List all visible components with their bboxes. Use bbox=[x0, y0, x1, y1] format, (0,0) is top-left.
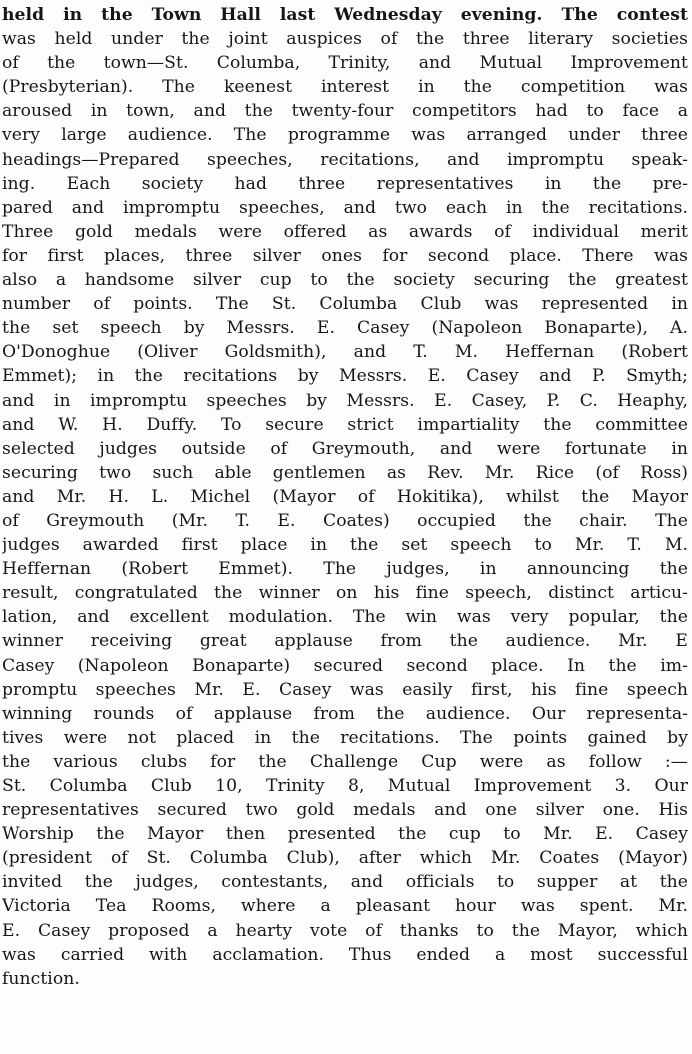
article-line: was held under the joint auspices of the three literary societies bbox=[2, 29, 688, 50]
article-line: tives were not placed in the recitations. The points gained by bbox=[2, 727, 688, 748]
article-line: Worship the Mayor then presented the cup to Mr. E. Casey bbox=[2, 824, 688, 845]
article-line: (president of St. Columba Club), after which Mr. Coates (Mayor) bbox=[2, 848, 688, 869]
article-line: O'Donoghue (Oliver Goldsmith), and T. M. Heffernan (Robert bbox=[2, 342, 688, 363]
article-line: E. Casey proposed a hearty vote of thanks to the Mayor, which bbox=[2, 920, 688, 941]
article-line: and Mr. H. L. Michel (Mayor of Hokitika), whilst the Mayor bbox=[2, 486, 688, 507]
article-line: Victoria Tea Rooms, where a pleasant hour was spent. Mr. bbox=[2, 896, 688, 917]
article-line: ing. Each society had three representatives in the pre- bbox=[2, 173, 688, 194]
article-line: pared and impromptu speeches, and two each in the recitations. bbox=[2, 197, 688, 218]
article-line: for first places, three silver ones for second place. There was bbox=[2, 245, 688, 266]
article-line: was carried with acclamation. Thus ended a most successful bbox=[2, 944, 688, 965]
article-line: invited the judges, contestants, and officials to supper at the bbox=[2, 872, 688, 893]
article-line: Heffernan (Robert Emmet). The judges, in announcing the bbox=[2, 559, 688, 580]
article-line: aroused in town, and the twenty-four competitors had to face a bbox=[2, 101, 688, 122]
article-line: very large audience. The programme was arranged under three bbox=[2, 125, 688, 146]
article-column bbox=[2, 3, 688, 991]
article-line: securing two such able gentlemen as Rev. Mr. Rice (of Ross) bbox=[2, 462, 688, 483]
article-line: and in impromptu speeches by Messrs. E. Casey, P. C. Heaphy, bbox=[2, 390, 688, 411]
article-line: function. bbox=[2, 968, 80, 989]
article-line: representatives secured two gold medals and one silver one. His bbox=[2, 800, 688, 821]
article-line: the set speech by Messrs. E. Casey (Napoleon Bonaparte), A. bbox=[2, 318, 688, 339]
article-line: number of points. The St. Columba Club was represented in bbox=[2, 294, 688, 315]
article-line: headings—Prepared speeches, recitations, and impromptu speak- bbox=[2, 149, 688, 170]
article-line: St. Columba Club 10, Trinity 8, Mutual Improvement 3. Our bbox=[2, 776, 688, 796]
article-line: of the town—St. Columba, Trinity, and Mutual Improvement bbox=[2, 53, 688, 74]
article-line: (Presbyterian). The keenest interest in the competition was bbox=[2, 77, 688, 98]
article-line: Three gold medals were offered as awards of individual merit bbox=[2, 221, 688, 242]
article-line: judges awarded first place in the set speech to Mr. T. M. bbox=[2, 535, 688, 556]
article-line: Casey (Napoleon Bonaparte) secured second place. In the im- bbox=[2, 655, 688, 676]
article-line: of Greymouth (Mr. T. E. Coates) occupied the chair. The bbox=[2, 510, 688, 531]
article-line: lation, and excellent modulation. The win was very popular, the bbox=[2, 607, 688, 628]
article-line: winning rounds of applause from the audience. Our representa- bbox=[2, 703, 688, 724]
article-line: the various clubs for the Challenge Cup were as follow :— bbox=[2, 751, 688, 772]
article-line: also a handsome silver cup to the society securing the greatest bbox=[2, 270, 688, 291]
article-line: and W. H. Duffy. To secure strict impartiality the committee bbox=[2, 414, 688, 435]
article-line: selected judges outside of Greymouth, and were fortunate in bbox=[2, 438, 688, 459]
article-line: Emmet); in the recitations by Messrs. E. Casey and P. Smyth; bbox=[2, 366, 688, 387]
article-line: promptu speeches Mr. E. Casey was easily first, his fine speech bbox=[2, 679, 688, 700]
article-line: result, congratulated the winner on his fine speech, distinct articu- bbox=[2, 583, 688, 604]
article-line: held in the Town Hall last Wednesday evening. The contest bbox=[2, 5, 688, 25]
article-line: winner receiving great applause from the audience. Mr. E bbox=[2, 631, 688, 652]
